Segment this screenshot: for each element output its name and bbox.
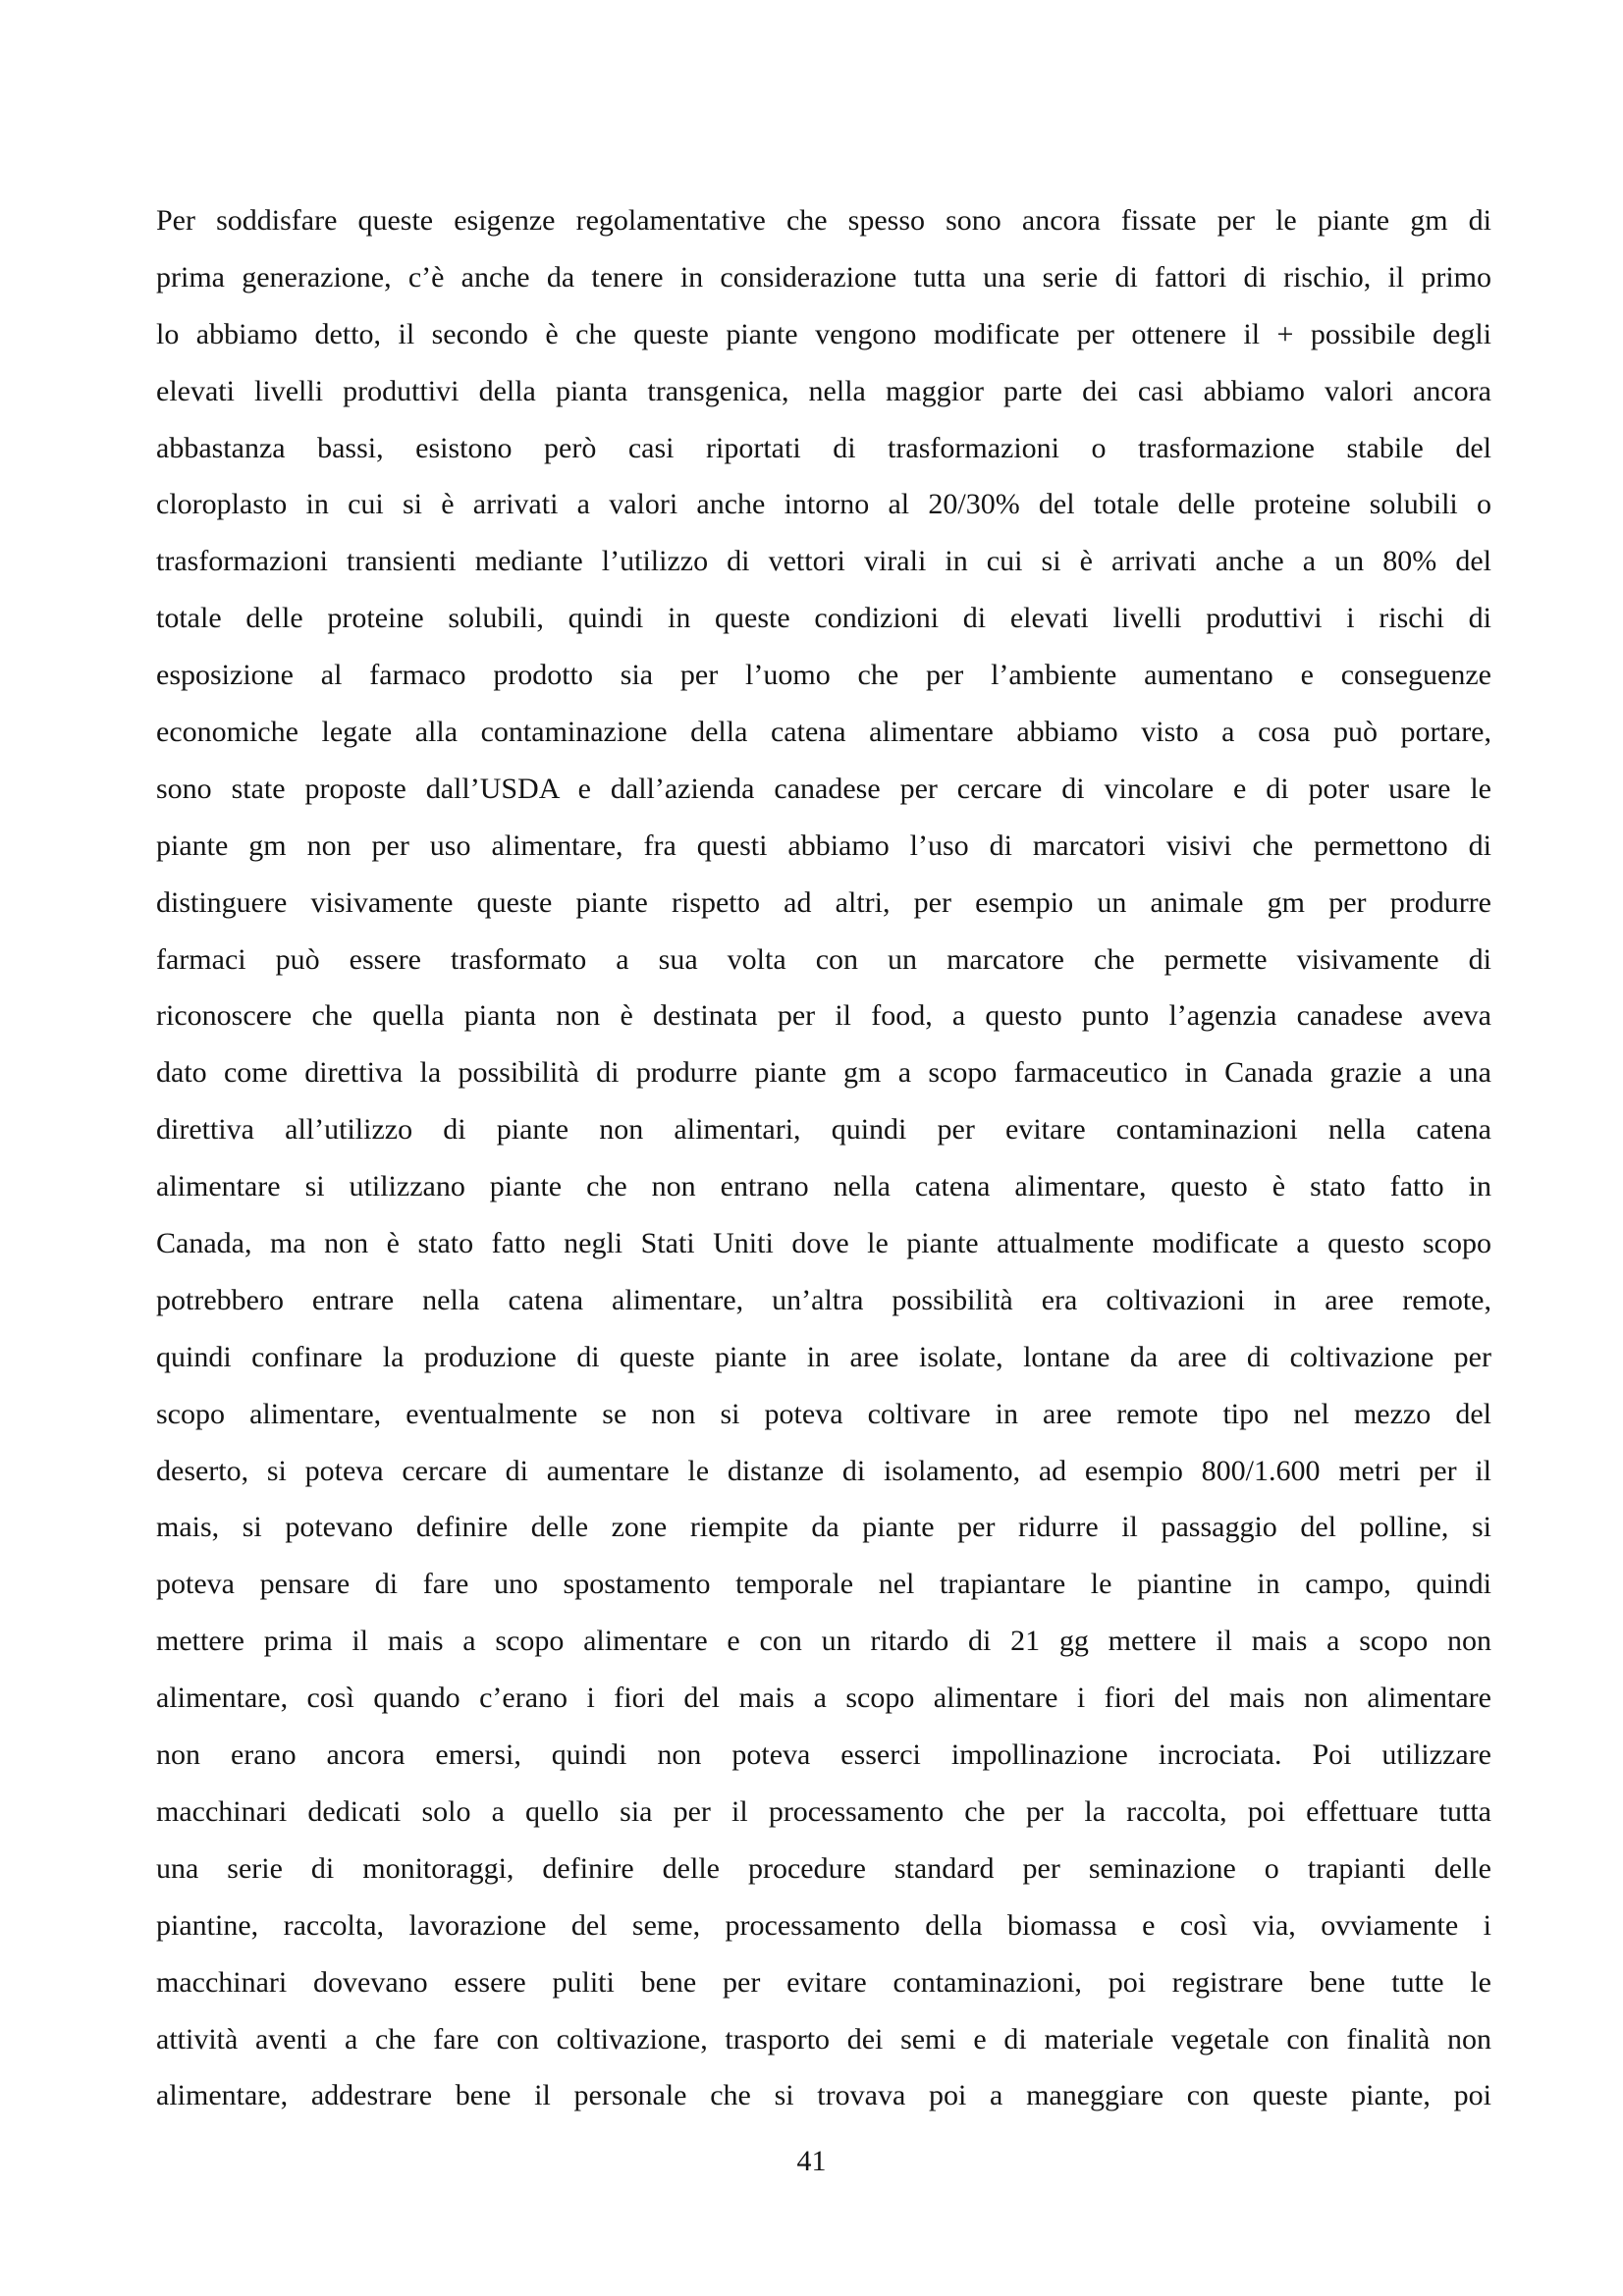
- text-line: mettere prima il mais a scopo alimentare e con un ritardo di 21 gg mettere il mais a scopo non: [156, 1625, 1491, 1658]
- text-line: attività aventi a che fare con coltivazione, trasporto dei semi e di materiale vegetale con finalità non: [156, 2022, 1491, 2056]
- text-line: Per soddisfare queste esigenze regolamentative che spesso sono ancora fissate per le piante gm di: [156, 204, 1491, 237]
- text-line: economiche legate alla contaminazione della catena alimentare abbiamo visto a cosa può portare,: [156, 716, 1491, 749]
- text-line: abbastanza bassi, esistono però casi riportati di trasformazioni o trasformazione stabile del: [156, 431, 1491, 464]
- text-line: piante gm non per uso alimentare, fra questi abbiamo l’uso di marcatori visivi che permettono di: [156, 828, 1491, 862]
- text-line: non erano ancora emersi, quindi non poteva esserci impollinazione incrociata. Poi utilizzare: [156, 1738, 1491, 1772]
- page-number: 41: [796, 2145, 827, 2177]
- text-line: farmaci può essere trasformato a sua volta con un marcatore che permette visivamente di: [156, 942, 1491, 976]
- text-line: trasformazioni transienti mediante l’utilizzo di vettori virali in cui si è arrivati anche a un 80% del: [156, 545, 1491, 578]
- text-line: riconoscere che quella pianta non è destinata per il food, a questo punto l’agenzia canadese aveva: [156, 999, 1491, 1033]
- text-line: prima generazione, c’è anche da tenere in considerazione tutta una serie di fattori di rischio, il primo: [156, 260, 1491, 294]
- text-line: quindi confinare la produzione di queste piante in aree isolate, lontane da aree di coltivazione per: [156, 1340, 1491, 1373]
- text-line: distinguere visivamente queste piante rispetto ad altri, per esempio un animale gm per produrre: [156, 885, 1491, 919]
- text-line: macchinari dedicati solo a quello sia per il processamento che per la raccolta, poi effettuare tutta: [156, 1794, 1491, 1828]
- text-line: elevati livelli produttivi della pianta transgenica, nella maggior parte dei casi abbiamo valori ancora: [156, 374, 1491, 407]
- text-line: deserto, si poteva cercare di aumentare le distanze di isolamento, ad esempio 800/1.600 metri per il: [156, 1454, 1491, 1487]
- text-line: alimentare si utilizzano piante che non entrano nella catena alimentare, questo è stato fatto in: [156, 1170, 1491, 1203]
- text-line: esposizione al farmaco prodotto sia per l’uomo che per l’ambiente aumentano e conseguenze: [156, 659, 1491, 692]
- text-line: cloroplasto in cui si è arrivati a valori anche intorno al 20/30% del totale delle proteine solubili o: [156, 488, 1491, 521]
- text-line: sono state proposte dall’USDA e dall’azienda canadese per cercare di vincolare e di poter usare le: [156, 772, 1491, 805]
- text-line: dato come direttiva la possibilità di produrre piante gm a scopo farmaceutico in Canada grazie a una: [156, 1056, 1491, 1090]
- text-line: mais, si potevano definire delle zone riempite da piante per ridurre il passaggio del polline, si: [156, 1511, 1491, 1544]
- text-line: una serie di monitoraggi, definire delle procedure standard per seminazione o trapianti delle: [156, 1851, 1491, 1885]
- text-line: lo abbiamo detto, il secondo è che queste piante vengono modificate per ottenere il + possibile degli: [156, 317, 1491, 350]
- text-line: Canada, ma non è stato fatto negli Stati Uniti dove le piante attualmente modificate a questo scopo: [156, 1227, 1491, 1260]
- text-line: direttiva all’utilizzo di piante non alimentari, quindi per evitare contaminazioni nella catena: [156, 1113, 1491, 1147]
- text-line: poteva pensare di fare uno spostamento temporale nel trapiantare le piantine in campo, quindi: [156, 1568, 1491, 1601]
- body-paragraph: [156, 192, 1491, 2124]
- text-line: totale delle proteine solubili, quindi in queste condizioni di elevati livelli produttivi i rischi di: [156, 602, 1491, 635]
- text-line: scopo alimentare, eventualmente se non si poteva coltivare in aree remote tipo nel mezzo del: [156, 1397, 1491, 1430]
- text-line: piantine, raccolta, lavorazione del seme, processamento della biomassa e così via, ovviamente i: [156, 1908, 1491, 1942]
- text-line: alimentare, addestrare bene il personale che si trovava poi a maneggiare con queste piante, poi: [156, 2079, 1491, 2112]
- text-line: alimentare, così quando c’erano i fiori del mais a scopo alimentare i fiori del mais non alimentare: [156, 1682, 1491, 1715]
- text-line: macchinari dovevano essere puliti bene per evitare contaminazioni, poi registrare bene tutte le: [156, 1965, 1491, 1999]
- text-line: potrebbero entrare nella catena alimentare, un’altra possibilità era coltivazioni in aree remote,: [156, 1283, 1491, 1316]
